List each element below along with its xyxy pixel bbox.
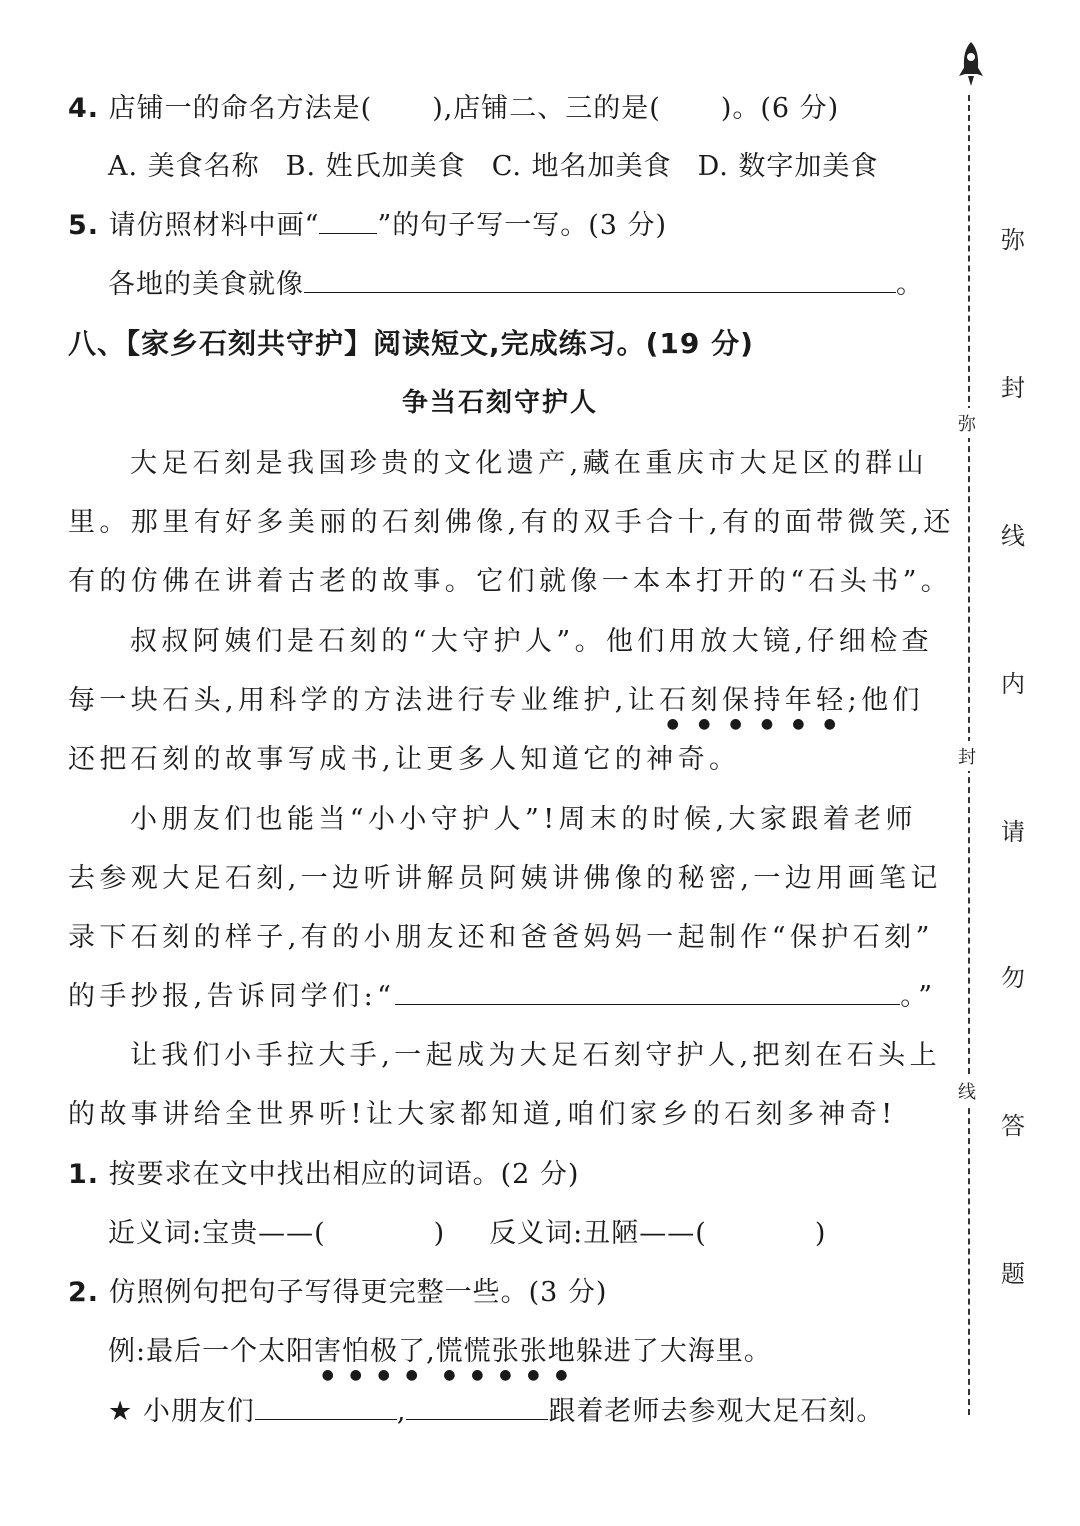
q5-end: 。 — [896, 269, 924, 300]
q4-text-b: ),店铺二、三的是( — [432, 93, 661, 124]
p3-line-2: 去参观大足石刻,一边听讲解员阿姨讲佛像的秘密,一边用画笔记 — [68, 863, 942, 894]
side-small-xian: 线 — [958, 1076, 976, 1106]
sq2-text: 仿照例句把句子写得更完整一些。(3 分) — [108, 1277, 608, 1308]
sq2-task — [108, 1389, 884, 1428]
q5-text-b: ”的句子写一写。(3 分) — [377, 210, 668, 241]
p3-answer-blank[interactable] — [395, 982, 900, 1005]
q4-option-d: D. 数字加美食 — [697, 151, 879, 182]
q5-text-a: 请仿照材料中画“ — [108, 210, 320, 241]
p2-line-2 — [68, 678, 924, 732]
p3-line-4 — [68, 974, 936, 1013]
p2-line-2-b: ;他们 — [847, 685, 924, 716]
q4-option-b: B. 姓氏加美食 — [285, 151, 466, 182]
p2-line-3: 还把石刻的故事写成书,让更多人知道它的神奇。 — [68, 744, 741, 775]
side-char-5: 请 — [1001, 818, 1025, 846]
sq1-line — [68, 1152, 579, 1191]
p1-line-3: 有的仿佛在讲着古老的故事。它们就像一本本打开的“石头书”。 — [68, 566, 953, 597]
side-small-mi: 弥 — [958, 408, 976, 438]
sq2-line — [68, 1270, 607, 1309]
side-small-feng: 封 — [958, 741, 976, 771]
sq2-example-b: 躲进了大海里。 — [575, 1336, 772, 1367]
sq2-blank-1[interactable] — [255, 1397, 397, 1420]
p3-line-4-a: 的手抄报,告诉同学们:“ — [68, 981, 396, 1012]
q5-underline-sample — [319, 211, 377, 234]
sq2-number: 2. — [68, 1277, 100, 1308]
sq2-example — [108, 1329, 772, 1383]
side-char-8: 题 — [1001, 1260, 1025, 1288]
p4-line-1: 让我们小手拉大手,一起成为大足石刻守护人,把刻在石头上 — [130, 1040, 941, 1071]
sq1-number: 1. — [68, 1159, 100, 1190]
p3-line-1: 小朋友们也能当“小小守护人”!周末的时候,大家跟着老师 — [130, 804, 917, 835]
p3-line-4-b: 。” — [900, 981, 937, 1012]
sq1-antonym-label: 反义词:丑陋——( — [489, 1218, 707, 1249]
sq2-task-comma: , — [396, 1396, 407, 1427]
p2-line-2-a: 每一块石头,用科学的方法进行专业维护,让 — [68, 685, 660, 716]
sq1-text: 按要求在文中找出相应的词语。(2 分) — [108, 1159, 580, 1190]
p1-line-1: 大足石刻是我国珍贵的文化遗产,藏在重庆市大足区的群山 — [130, 448, 928, 479]
sq2-task-b: 跟着老师去参观大足石刻。 — [548, 1396, 885, 1427]
sq2-blank-2[interactable] — [406, 1397, 548, 1420]
p1-line-2: 里。那里有好多美丽的石刻佛像,有的双手合十,有的面带微笑,还 — [68, 507, 955, 538]
section8-heading: 八、【家乡石刻共守护】阅读短文,完成练习。(19 分) — [68, 327, 754, 360]
p2-dotted-phrase: 石刻保持年轻 — [659, 685, 848, 716]
sq1-synonym-close: ) — [433, 1218, 446, 1249]
side-char-4: 内 — [1001, 670, 1025, 698]
sq2-example-a: 例:最后一个太阳 — [108, 1336, 315, 1367]
side-char-3: 线 — [1001, 522, 1025, 550]
p3-line-3: 录下石刻的样子,有的小朋友还和爸爸妈妈一起制作“保护石刻” — [68, 922, 934, 953]
sq1-antonym-close: ) — [814, 1218, 827, 1249]
q4-line — [68, 86, 839, 125]
q4-option-a: A. 美食名称 — [108, 151, 260, 182]
q5-line — [68, 203, 667, 242]
q5-number: 5. — [68, 210, 100, 241]
star-icon: ★ — [108, 1396, 134, 1427]
q4-option-c: C. 地名加美食 — [491, 151, 672, 182]
passage-title: 争当石刻守护人 — [401, 388, 598, 418]
q4-options — [108, 144, 878, 183]
p2-line-1: 叔叔阿姨们是石刻的“大守护人”。他们用放大镜,仔细检查 — [130, 626, 933, 657]
q4-text-c: )。(6 分) — [720, 93, 840, 124]
q4-text-a: 店铺一的命名方法是( — [108, 93, 373, 124]
side-char-2: 封 — [1001, 374, 1025, 402]
rocket-icon — [955, 40, 987, 90]
sq1-synonym-label: 近义词:宝贵——( — [108, 1218, 326, 1249]
side-char-1: 弥 — [1001, 226, 1025, 254]
q5-answer-line — [108, 262, 924, 301]
side-char-7: 答 — [1001, 1112, 1025, 1140]
p4-line-2: 的故事讲给全世界听!让大家都知道,咱们家乡的石刻多神奇! — [68, 1099, 897, 1130]
q4-number: 4. — [68, 93, 100, 124]
q5-prompt: 各地的美食就像 — [108, 269, 304, 300]
sq2-task-a: 小朋友们 — [142, 1396, 255, 1427]
side-char-6: 勿 — [1001, 964, 1025, 992]
q5-answer-blank[interactable] — [304, 270, 896, 293]
sq2-example-dotted: 害怕极了,慌慌张张地 — [314, 1336, 576, 1367]
sq1-answers — [108, 1211, 826, 1250]
